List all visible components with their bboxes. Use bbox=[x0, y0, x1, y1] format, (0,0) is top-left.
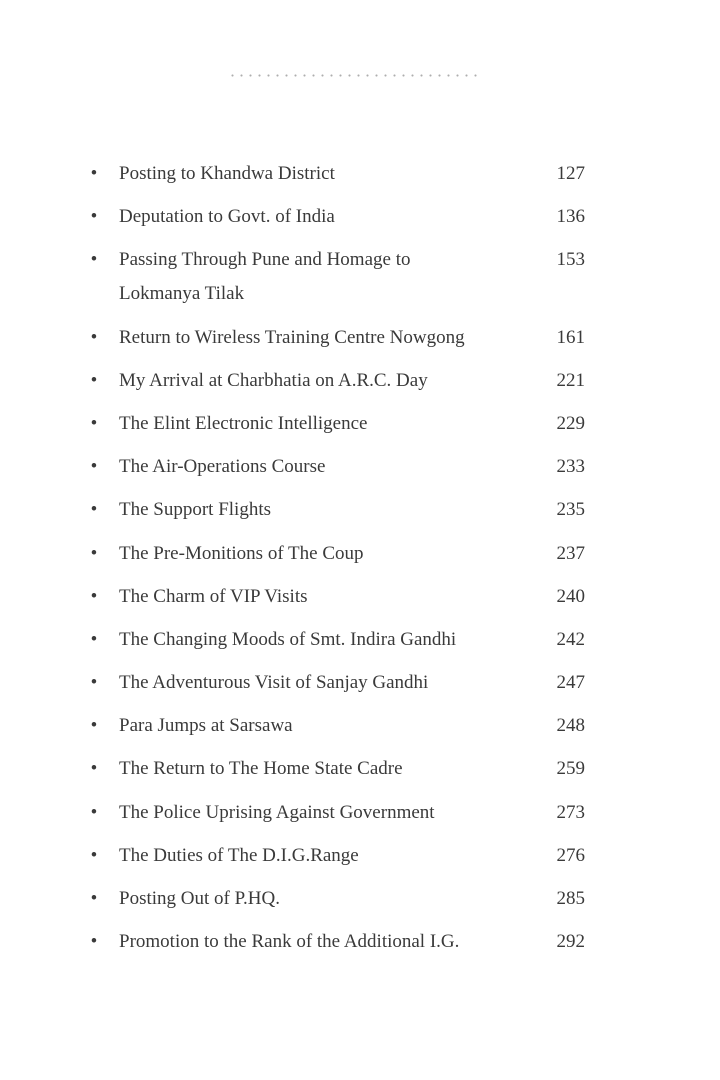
toc-entry-title: The Air-Operations Course bbox=[119, 456, 326, 478]
toc-entry bbox=[0, 752, 720, 786]
toc-entry bbox=[0, 666, 720, 700]
toc-entry-title: Promotion to the Rank of the Additional I.G. bbox=[119, 931, 460, 953]
toc-entry bbox=[0, 321, 720, 355]
table-of-contents bbox=[0, 157, 720, 968]
toc-entry-title: The Adventurous Visit of Sanjay Gandhi bbox=[119, 672, 429, 694]
toc-entry-page: 276 bbox=[556, 844, 585, 866]
bullet-icon: • bbox=[90, 888, 98, 909]
bullet-icon: • bbox=[90, 499, 98, 521]
toc-entry-page: 285 bbox=[556, 888, 585, 909]
toc-entry-title: The Pre-Monitions of The Coup bbox=[119, 542, 364, 564]
toc-entry bbox=[0, 623, 720, 657]
bullet-icon: • bbox=[90, 412, 98, 434]
toc-entry-page: 292 bbox=[556, 931, 585, 953]
toc-entry-title: The Charm of VIP Visits bbox=[119, 585, 308, 607]
toc-entry-page: 233 bbox=[556, 456, 585, 478]
toc-entry-title: The Elint Electronic Intelligence bbox=[119, 412, 368, 434]
bullet-icon: • bbox=[90, 715, 98, 737]
toc-entry bbox=[0, 537, 720, 571]
bullet-icon: • bbox=[90, 801, 98, 823]
toc-entry-page: 235 bbox=[556, 499, 585, 521]
toc-entry-title: The Support Flights bbox=[119, 499, 272, 521]
toc-entry-page: 153 bbox=[556, 249, 585, 271]
bullet-icon: • bbox=[90, 628, 98, 650]
bullet-icon: • bbox=[90, 758, 98, 780]
toc-entry-title: My Arrival at Charbhatia on A.R.C. Day bbox=[119, 369, 428, 391]
running-header bbox=[0, 70, 720, 82]
toc-entry-page: 127 bbox=[556, 163, 585, 184]
toc-entry-title: Return to Wireless Training Centre Nowgong bbox=[119, 326, 465, 348]
toc-entry-title: Deputation to Govt. of India bbox=[119, 206, 335, 228]
toc-entry bbox=[0, 839, 720, 873]
bullet-icon: • bbox=[90, 542, 98, 564]
toc-entry-title: The Return to The Home State Cadre bbox=[119, 758, 403, 780]
bullet-icon: • bbox=[90, 844, 98, 866]
bullet-icon: • bbox=[90, 672, 98, 694]
bullet-icon: • bbox=[90, 163, 98, 184]
toc-entry-title: Posting Out of P.HQ. bbox=[119, 888, 280, 909]
clipped-header-text bbox=[228, 74, 478, 77]
toc-entry-page: 136 bbox=[556, 206, 585, 228]
toc-entry bbox=[0, 493, 720, 527]
toc-entry-title: The Police Uprising Against Government bbox=[119, 801, 435, 823]
toc-entry-title: The Duties of The D.I.G.Range bbox=[119, 844, 359, 866]
toc-entry-page: 273 bbox=[556, 801, 585, 823]
toc-entry-page: 221 bbox=[556, 369, 585, 391]
toc-entry-page: 237 bbox=[556, 542, 585, 564]
toc-entry bbox=[0, 882, 720, 916]
toc-entry bbox=[0, 364, 720, 398]
toc-entry-page: 242 bbox=[556, 628, 585, 650]
toc-entry-title: Para Jumps at Sarsawa bbox=[119, 715, 293, 737]
bullet-icon: • bbox=[90, 249, 98, 271]
toc-entry-page: 247 bbox=[556, 672, 585, 694]
toc-entry-page: 229 bbox=[556, 412, 585, 434]
toc-entry bbox=[0, 407, 720, 441]
toc-entry-page: 240 bbox=[556, 585, 585, 607]
toc-entry bbox=[0, 709, 720, 743]
toc-entry bbox=[0, 157, 720, 191]
bullet-icon: • bbox=[90, 326, 98, 348]
toc-entry bbox=[0, 796, 720, 830]
toc-entry-title: Passing Through Pune and Homage to Lokmanya Tilak bbox=[119, 249, 411, 305]
toc-entry-page: 161 bbox=[556, 326, 585, 348]
bullet-icon: • bbox=[90, 585, 98, 607]
bullet-icon: • bbox=[90, 369, 98, 391]
toc-entry bbox=[0, 200, 720, 234]
toc-entry-page: 248 bbox=[556, 715, 585, 737]
toc-entry bbox=[0, 925, 720, 959]
toc-entry-title: The Changing Moods of Smt. Indira Gandhi bbox=[119, 628, 457, 650]
toc-entry-title: Posting to Khandwa District bbox=[119, 163, 335, 184]
toc-entry bbox=[0, 450, 720, 484]
toc-entry bbox=[0, 243, 720, 311]
toc-entry-page: 259 bbox=[556, 758, 585, 780]
bullet-icon: • bbox=[90, 456, 98, 478]
bullet-icon: • bbox=[90, 206, 98, 228]
toc-entry bbox=[0, 580, 720, 614]
bullet-icon: • bbox=[90, 931, 98, 953]
